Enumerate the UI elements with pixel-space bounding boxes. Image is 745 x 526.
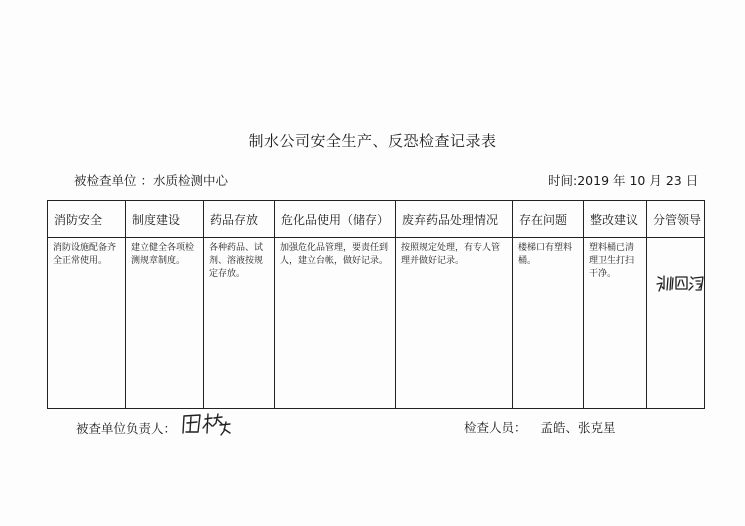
date-value: 2019 年 10 月 23 日 bbox=[577, 173, 699, 188]
responsible-person bbox=[76, 419, 176, 437]
header-issues: 存在问题 bbox=[513, 201, 584, 238]
leader-handwritten-signature bbox=[656, 272, 705, 294]
table-header-row bbox=[48, 201, 705, 238]
cell-fire-safety: 消防设施配备齐全正常使用。 bbox=[48, 238, 126, 409]
table-row bbox=[48, 238, 705, 409]
document-title: 制水公司安全生产、反恐检查记录表 bbox=[248, 132, 497, 150]
header-leader: 分管领导 bbox=[647, 201, 705, 238]
responsible-handwritten-signature bbox=[180, 411, 236, 437]
inspection-table bbox=[47, 200, 705, 409]
inspected-unit-value: 水质检测中心 bbox=[152, 173, 228, 188]
cell-waste-disposal: 按照规定处理，有专人管理并做好记录。 bbox=[396, 238, 513, 409]
inspectors-label: 检查人员： bbox=[464, 420, 527, 435]
header-chemical-storage: 药品存放 bbox=[204, 201, 275, 238]
header-regulations: 制度建设 bbox=[126, 201, 204, 238]
cell-hazmat-use: 加强危化品管理，要责任到人，建立台帐，做好记录。 bbox=[275, 238, 396, 409]
date-label: 时间: bbox=[548, 173, 578, 188]
inspectors-names: 孟皓、张克星 bbox=[540, 420, 616, 435]
cell-issues: 楼梯口有塑料桶。 bbox=[513, 238, 584, 409]
cell-chemical-storage: 各种药品、试剂、溶液按规定存放。 bbox=[204, 238, 275, 409]
responsible-label: 被查单位负责人： bbox=[76, 421, 177, 436]
header-suggestions: 整改建议 bbox=[584, 201, 647, 238]
cell-suggestions: 塑料桶已清理卫生打扫干净。 bbox=[584, 238, 647, 409]
header-fire-safety: 消防安全 bbox=[48, 201, 126, 238]
header-waste-disposal: 废弃药品处理情况 bbox=[396, 201, 513, 238]
inspectors bbox=[464, 418, 616, 436]
header-hazmat-use: 危化品使用（储存） bbox=[275, 201, 396, 238]
leader-signature-area bbox=[652, 242, 700, 408]
cell-regulations: 建立健全各项检测规章制度。 bbox=[126, 238, 204, 409]
inspected-unit-label: 被检查单位 ： bbox=[74, 173, 153, 188]
inspected-unit bbox=[74, 171, 228, 189]
cell-leader bbox=[647, 238, 705, 409]
inspection-date bbox=[548, 171, 698, 189]
